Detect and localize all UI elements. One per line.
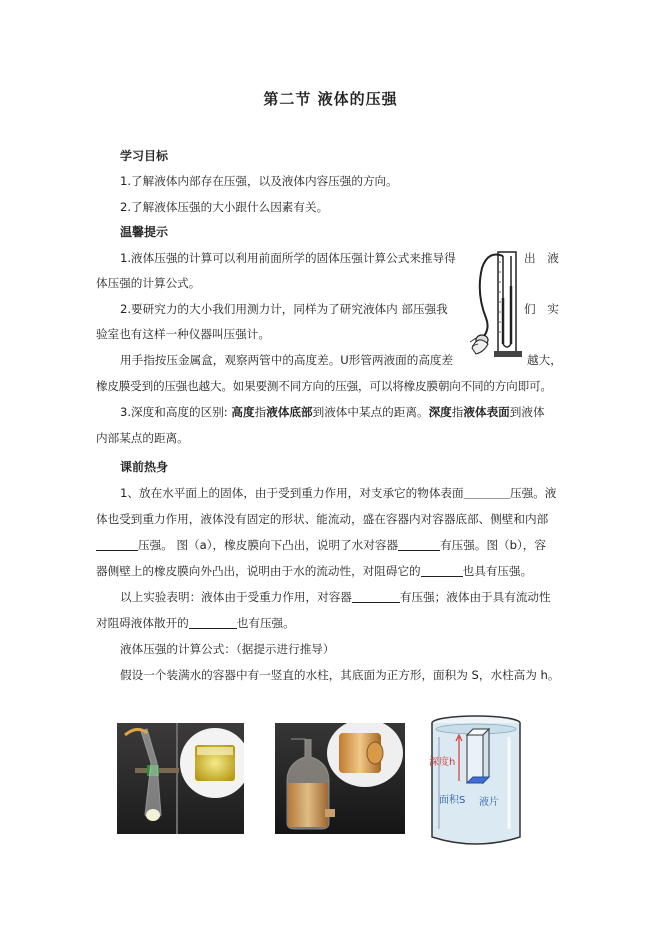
- term-liquid-bottom: 液体底部: [266, 405, 313, 419]
- warmup-l4-a: 器侧壁上的橡皮膜向外凸出，说明由于水的流动性，对阻碍它的: [96, 564, 421, 578]
- experiment-photo-a: [117, 723, 244, 834]
- tip-4-line: [120, 404, 590, 420]
- tip-4-text-e: 到液体中某点的距离。: [312, 405, 429, 419]
- blank-2[interactable]: [398, 538, 440, 551]
- warmup-l1-c: 压强。液: [510, 486, 557, 500]
- warmup-l4-b: 也具有压强。: [462, 564, 533, 578]
- warmup-heading: 课前热身: [120, 460, 169, 474]
- tip-4-text-a: 3.深度和高度的区别:: [120, 405, 232, 419]
- tip-1-text-b: 出 液: [524, 251, 559, 265]
- tip-2-text-c: 验室也有这样一种仪器叫压强计。: [96, 327, 270, 341]
- goal-item-1: 1.了解液体内部存在压强，以及液体内容压强的方向。: [120, 174, 398, 188]
- term-liquid-surface: 液体表面: [463, 405, 510, 419]
- tip-3-text-a: 用手指按压金属盒，观察两管中的高度差。U形管两液面的高度差: [120, 353, 454, 367]
- tip-3-text-b: 越大，: [527, 353, 562, 367]
- experiment-photo-b: [275, 723, 405, 834]
- blank-1[interactable]: [96, 538, 138, 551]
- warmup-line-5: [120, 589, 590, 605]
- warmup-l5-b: 有压强；液体由于具有流动性: [399, 590, 551, 604]
- tip-4-text-j: 内部某点的距离。: [96, 431, 189, 445]
- tips-heading: 温馨提示: [120, 225, 169, 239]
- goals-heading: 学习目标: [120, 149, 169, 163]
- area-s-label: 面积S: [439, 795, 466, 806]
- tip-4-text-c: 指: [254, 405, 267, 419]
- warmup-l1-a: 1、放在水平面上的固体，由于受到重力作用，对支承它的物体表面: [120, 486, 464, 500]
- warmup-l5-a: 以上实验表明：液体由于受重力作用，对容器: [120, 590, 352, 604]
- tip-2-text-b: 们 实: [524, 302, 559, 316]
- term-height: 高度: [231, 405, 255, 419]
- warmup-l6-a: 对阻碍液体散开的: [96, 616, 189, 630]
- manometer-illustration: [468, 248, 528, 360]
- warmup-line-7: 液体压强的计算公式：（据提示进行推导）: [120, 642, 335, 656]
- tip-4-text-i: 到液体: [509, 405, 545, 419]
- warmup-line-6: [96, 615, 566, 631]
- warmup-line-3: [96, 537, 566, 553]
- tip-3-text-c: 橡皮膜受到的压强也越大。如果要测不同方向的压强，可以将橡皮膜朝向不同的方向即可。: [96, 379, 552, 393]
- warmup-line-2: 体也受到重力作用，液体没有固定的形状、能流动，盛在容器内对容器底部、侧壁和内部: [96, 512, 549, 526]
- blank-5[interactable]: [189, 616, 237, 629]
- tip-1-text-c: 体压强的计算公式。: [96, 276, 201, 290]
- tip-2-text-a: 2.要研究力的大小我们用测力计，同样为了研究液体内 部压强我: [120, 302, 448, 316]
- water-column-diagram: [427, 713, 525, 851]
- page-title: 第二节 液体的压强: [263, 90, 398, 108]
- warmup-l3-b: 有压强。图（b），容: [440, 538, 546, 552]
- warmup-line-1: [120, 485, 590, 501]
- warmup-line-8: 假设一个装满水的容器中有一竖直的水柱，其底面为正方形，面积为 S，水柱高为 h。: [120, 668, 560, 682]
- goal-item-2: 2.了解液体压强的大小跟什么因素有关。: [120, 200, 329, 214]
- warmup-l6-b: 也有压强。: [236, 616, 295, 630]
- term-depth: 深度: [428, 405, 452, 419]
- warmup-l1-blank: ＿＿＿＿: [463, 486, 510, 500]
- tip-1-text-a: 1.液体压强的计算可以利用前面所学的固体压强计算公式来推导得: [120, 251, 456, 265]
- tip-4-text-g: 指: [451, 405, 464, 419]
- warmup-line-4: [96, 563, 566, 579]
- blank-4[interactable]: [352, 590, 400, 603]
- liquid-sheet-label: 液片: [479, 797, 499, 808]
- warmup-l3-a: 压强。 图（a），橡皮膜向下凸出，说明了水对容器: [138, 538, 399, 552]
- blank-3[interactable]: [421, 564, 463, 577]
- depth-h-label: 深度h: [429, 757, 456, 768]
